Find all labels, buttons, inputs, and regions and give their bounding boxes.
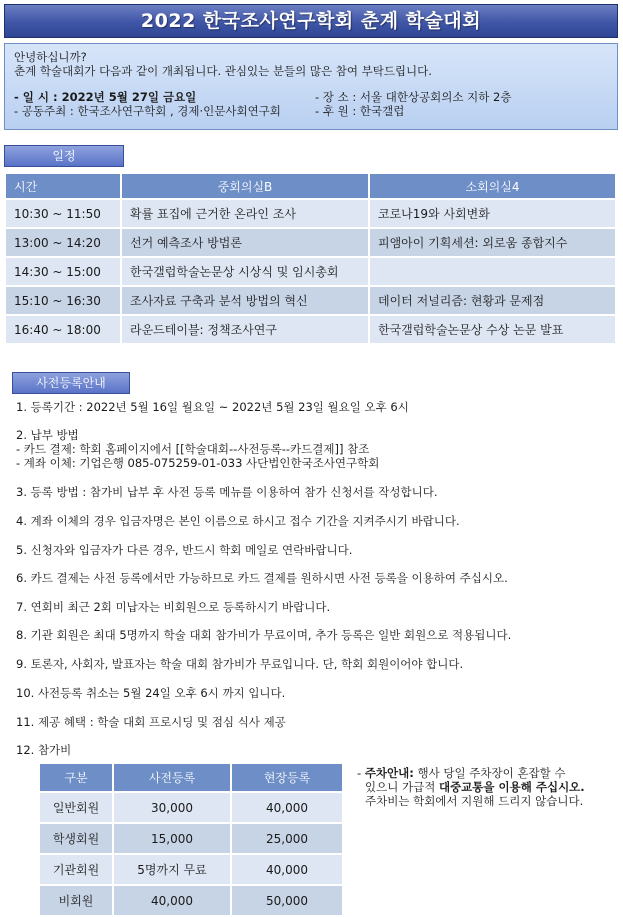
schedule-table [4,172,617,345]
parking-text-2a: 있으니 가급적 [365,780,439,794]
session-room-b: 라운드테이블: 정책조사연구 [121,315,369,344]
list-item: 2. 납부 방법 [16,428,79,442]
fee-header-row [39,763,343,792]
list-item: 6. 카드 결제는 사전 등록에서만 가능하므로 카드 결제를 원하시면 사전 등록을 이용하여 주십시오. [16,571,508,585]
list-item: 9. 토론자, 사회자, 발표자는 학술 대회 참가비가 무료입니다. 단, 학회 회원이어야 합니다. [16,657,464,671]
session-time: 16:40 ~ 18:00 [5,315,121,344]
parking-label: 주차안내: [364,766,414,780]
event-date: - 일 시 : 2022년 5월 27일 금요일 [14,90,197,104]
schedule-header-room-4: 소회의실4 [369,173,616,199]
fee-header-onsite: 현장등록 [231,763,343,792]
schedule-section-label: 일정 [4,145,124,167]
table-row [39,823,343,854]
schedule-header-row [5,173,616,199]
table-row [39,885,343,916]
session-room-4: 데이터 저널리즘: 현황과 문제점 [369,286,616,315]
list-item: - 계좌 이체: 기업은행 085-075259-01-033 사단법인한국조사연구학회 [16,456,380,470]
event-host: - 공동주최 : 한국조사연구학회 , 경제·인문사회연구회 [14,104,281,118]
fee-onsite: 50,000 [231,885,343,916]
parking-text-3: 주차비는 학회에서 지원해 드리지 않습니다. [365,794,584,808]
list-item: 3. 등록 방법 : 참가비 납부 후 사전 등록 메뉴를 이용하여 참가 신청서를 작성합니다. [16,485,438,499]
parking-notice [357,766,617,808]
greeting-text: 안녕하십니까? [14,50,87,64]
table-row [39,854,343,885]
fee-pre: 40,000 [113,885,231,916]
intro-text: 춘계 학술대회가 다음과 같이 개최됩니다. 관심있는 분들의 많은 참여 부탁드립니다. [14,64,432,78]
fee-onsite: 25,000 [231,823,343,854]
list-item: 5. 신청자와 입금자가 다른 경우, 반드시 학회 메일로 연락바랍니다. [16,543,353,557]
session-time: 15:10 ~ 16:30 [5,286,121,315]
fee-type: 학생회원 [39,823,113,854]
session-room-4 [369,257,616,286]
parking-text-1: 행사 당일 주차장이 혼잡할 수 [413,766,566,780]
fee-type: 일반회원 [39,792,113,823]
schedule-header-time: 시간 [5,173,121,199]
list-item: 10. 사전등록 취소는 5월 24일 오후 6시 까지 입니다. [16,686,286,700]
list-item: - 카드 결제: 학회 홈페이지에서 [[학술대회--사전등록--카드결제]] 참조 [16,442,370,456]
table-row [5,315,616,344]
fee-header-pre: 사전등록 [113,763,231,792]
session-room-b: 조사자료 구축과 분석 방법의 혁신 [121,286,369,315]
list-item: 1. 등록기간 : 2022년 5월 16일 월요일 ~ 2022년 5월 23일 월요일 오후 6시 [16,400,409,414]
list-item: 4. 계좌 이체의 경우 입금자명은 본인 이름으로 하시고 접수 기간을 지켜주시기 바랍니다. [16,514,460,528]
list-item: 7. 연회비 최근 2회 미납자는 비회원으로 등록하시기 바랍니다. [16,600,331,614]
event-sponsor: - 후 원 : 한국갤럽 [315,104,405,118]
parking-text-2b: 대중교통을 이용해 주십시오. [438,780,585,794]
list-item: 11. 제공 혜택 : 학술 대회 프로시딩 및 점심 식사 제공 [16,715,286,729]
table-row [5,286,616,315]
session-time: 14:30 ~ 15:00 [5,257,121,286]
session-room-b: 한국갤럽학술논문상 시상식 및 임시총회 [121,257,369,286]
event-place: - 장 소 : 서울 대한상공회의소 지하 2층 [315,90,512,104]
table-row [39,792,343,823]
session-room-4: 코로나19와 사회변화 [369,199,616,228]
fee-onsite: 40,000 [231,854,343,885]
registration-section-label: 사전등록안내 [12,372,130,394]
fee-header-type: 구분 [39,763,113,792]
session-time: 13:00 ~ 14:20 [5,228,121,257]
session-room-b: 선거 예측조사 방법론 [121,228,369,257]
schedule-header-room-b: 중회의실B [121,173,369,199]
fee-pre: 30,000 [113,792,231,823]
notice-box [4,43,618,130]
list-item: 12. 참가비 [16,743,72,757]
fee-pre: 5명까지 무료 [113,854,231,885]
session-room-b: 확률 표집에 근거한 온라인 조사 [121,199,369,228]
table-row [5,257,616,286]
page-title: 2022 한국조사연구학회 춘계 학술대회 [4,4,618,38]
parking-prefix: - [357,766,365,780]
fee-type: 기관회원 [39,854,113,885]
fee-pre: 15,000 [113,823,231,854]
list-item: 8. 기관 회원은 최대 5명까지 학술 대회 참가비가 무료이며, 추가 등록은 일반 회원으로 적용됩니다. [16,628,512,642]
table-row [5,228,616,257]
fee-type: 비회원 [39,885,113,916]
session-room-4: 피앰아이 기획세션: 외로움 종합지수 [369,228,616,257]
fee-onsite: 40,000 [231,792,343,823]
session-time: 10:30 ~ 11:50 [5,199,121,228]
fee-table [38,762,344,917]
session-room-4: 한국갤럽학술논문상 수상 논문 발표 [369,315,616,344]
table-row [5,199,616,228]
